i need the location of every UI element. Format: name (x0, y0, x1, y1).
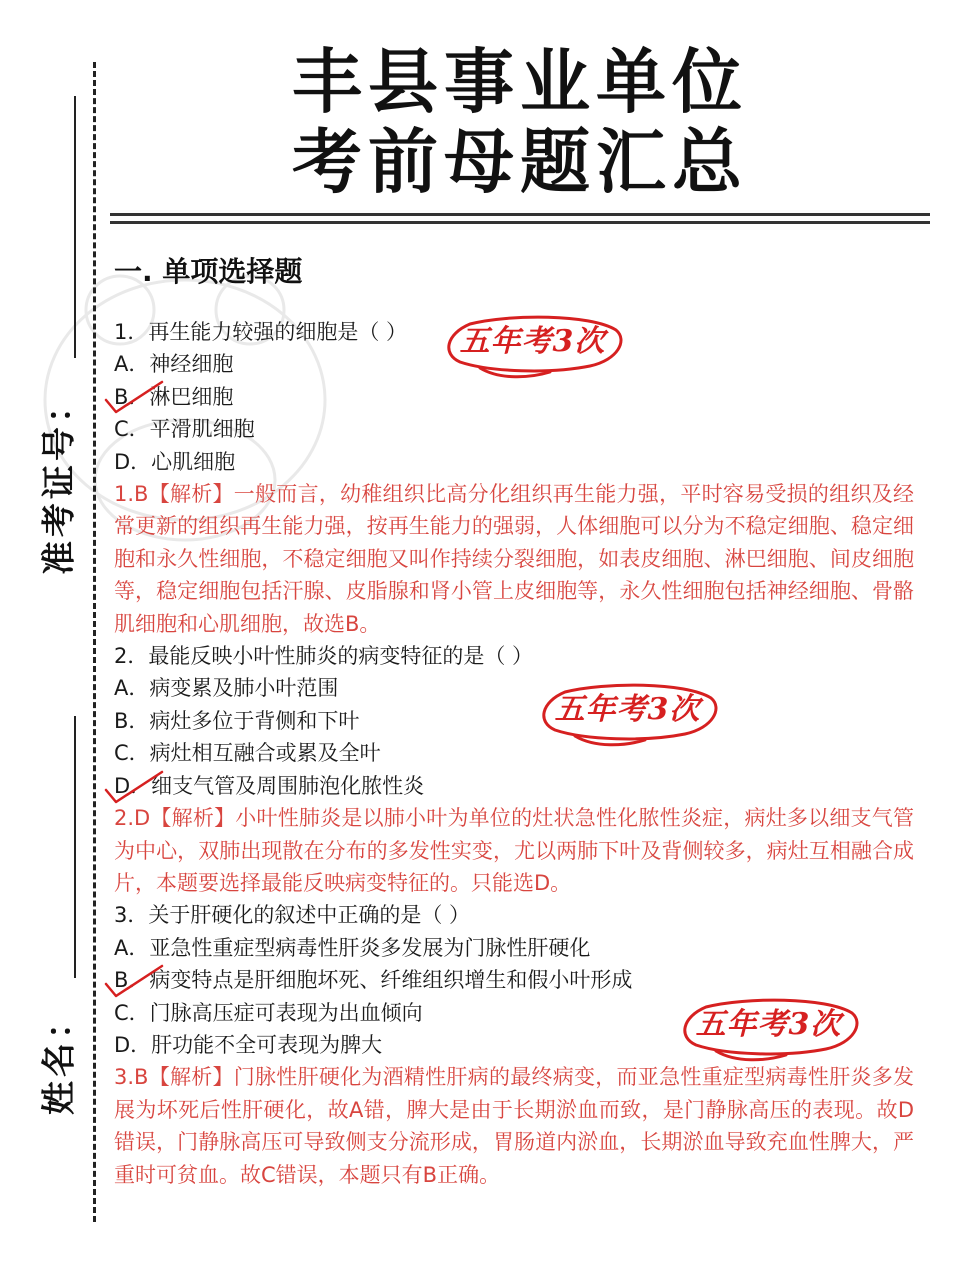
option-d: D．肝功能不全可表现为脾大 (114, 1032, 383, 1057)
section-heading: 一. 单项选择题 (114, 255, 303, 288)
option-b: B．病灶多位于背侧和下叶 (114, 708, 360, 733)
stamp-text: 五年考3次 (695, 1007, 842, 1042)
option-d: D．心肌细胞 (114, 449, 236, 474)
answer-analysis: 1.B【解析】一般而言，幼稚组织比高分化组织再生能力强，平时容易受损的组织及经常更新的组织再生能力强，按再生能力的强弱，人体细胞可以分为不稳定细胞、稳定细胞和永久性细胞，不稳定细胞又叫作持续分裂细胞，如表皮细胞、淋巴细胞、间皮细胞等，稳定细胞包括汗腺、皮脂腺和肾小管上皮细胞等，永久性细胞包括神经细胞、骨骼肌细胞和心肌细胞，故选B。 (114, 482, 914, 636)
name-label: 姓名： (39, 1001, 80, 1115)
exam-id-label: 准考证号： (39, 385, 80, 575)
page-title (110, 42, 930, 202)
option-a: A．亚急性重症型病毒性肝炎多发展为门脉性肝硬化 (114, 935, 591, 960)
option-a: A．病变累及肺小叶范围 (114, 676, 339, 701)
question-block (114, 640, 914, 899)
frequency-stamp (676, 995, 861, 1067)
exam-id-write-line (74, 96, 76, 358)
binding-dashed-line (93, 62, 96, 1222)
option-a: A．神经细胞 (114, 352, 234, 377)
question-stem: 3．关于肝硬化的叙述中正确的是（ ） (114, 903, 471, 928)
title-divider-top (110, 213, 930, 216)
question-stem: 2．最能反映小叶性肺炎的病变特征的是（ ） (114, 644, 534, 669)
option-d: D．细支气管及周围肺泡化脓性炎 (114, 773, 425, 798)
frequency-stamp (440, 312, 625, 384)
stamp-text: 五年考3次 (459, 324, 606, 359)
option-b: B．淋巴细胞 (114, 384, 234, 409)
answer-analysis: 3.B【解析】门脉性肝硬化为酒精性肝病的最终病变，而亚急性重症型病毒性肝炎多发展为坏死后性肝硬化，故A错，脾大是由于长期淤血而致，是门静脉高压的表现。故D错误，门静脉高压可导致侧支分流形成，胃肠道内淤血，长期淤血导致充血性脾大，严重时可贫血。故C错误，本题只有B正确。 (114, 1065, 914, 1187)
checkmark-icon (100, 768, 170, 808)
checkmark-icon (100, 378, 170, 418)
option-c: C．平滑肌细胞 (114, 417, 255, 442)
checkmark-icon (100, 962, 170, 1002)
title-line-1: 丰县事业单位 (292, 41, 748, 123)
frequency-stamp (535, 680, 720, 752)
name-write-line (74, 716, 76, 978)
answer-analysis: 2.D【解析】小叶性肺炎是以肺小叶为单位的灶状急性化脓性炎症，病灶多以细支气管为中心，双肺出现散在分布的多发性实变，尤以两肺下叶及背侧较多，病灶互相融合成片，本题要选择最能反映病变特征的。只能选D。 (114, 806, 914, 895)
stamp-text: 五年考3次 (554, 692, 701, 727)
question-stem: 1．再生能力较强的细胞是（ ） (114, 320, 408, 344)
title-divider-bottom (110, 221, 930, 224)
option-c: C．门脉高压症可表现为出血倾向 (114, 1000, 423, 1025)
option-c: C．病灶相互融合或累及全叶 (114, 741, 381, 766)
option-b: B．病变特点是肝细胞坏死、纤维组织增生和假小叶形成 (114, 968, 633, 993)
title-line-2: 考前母题汇总 (292, 121, 748, 203)
